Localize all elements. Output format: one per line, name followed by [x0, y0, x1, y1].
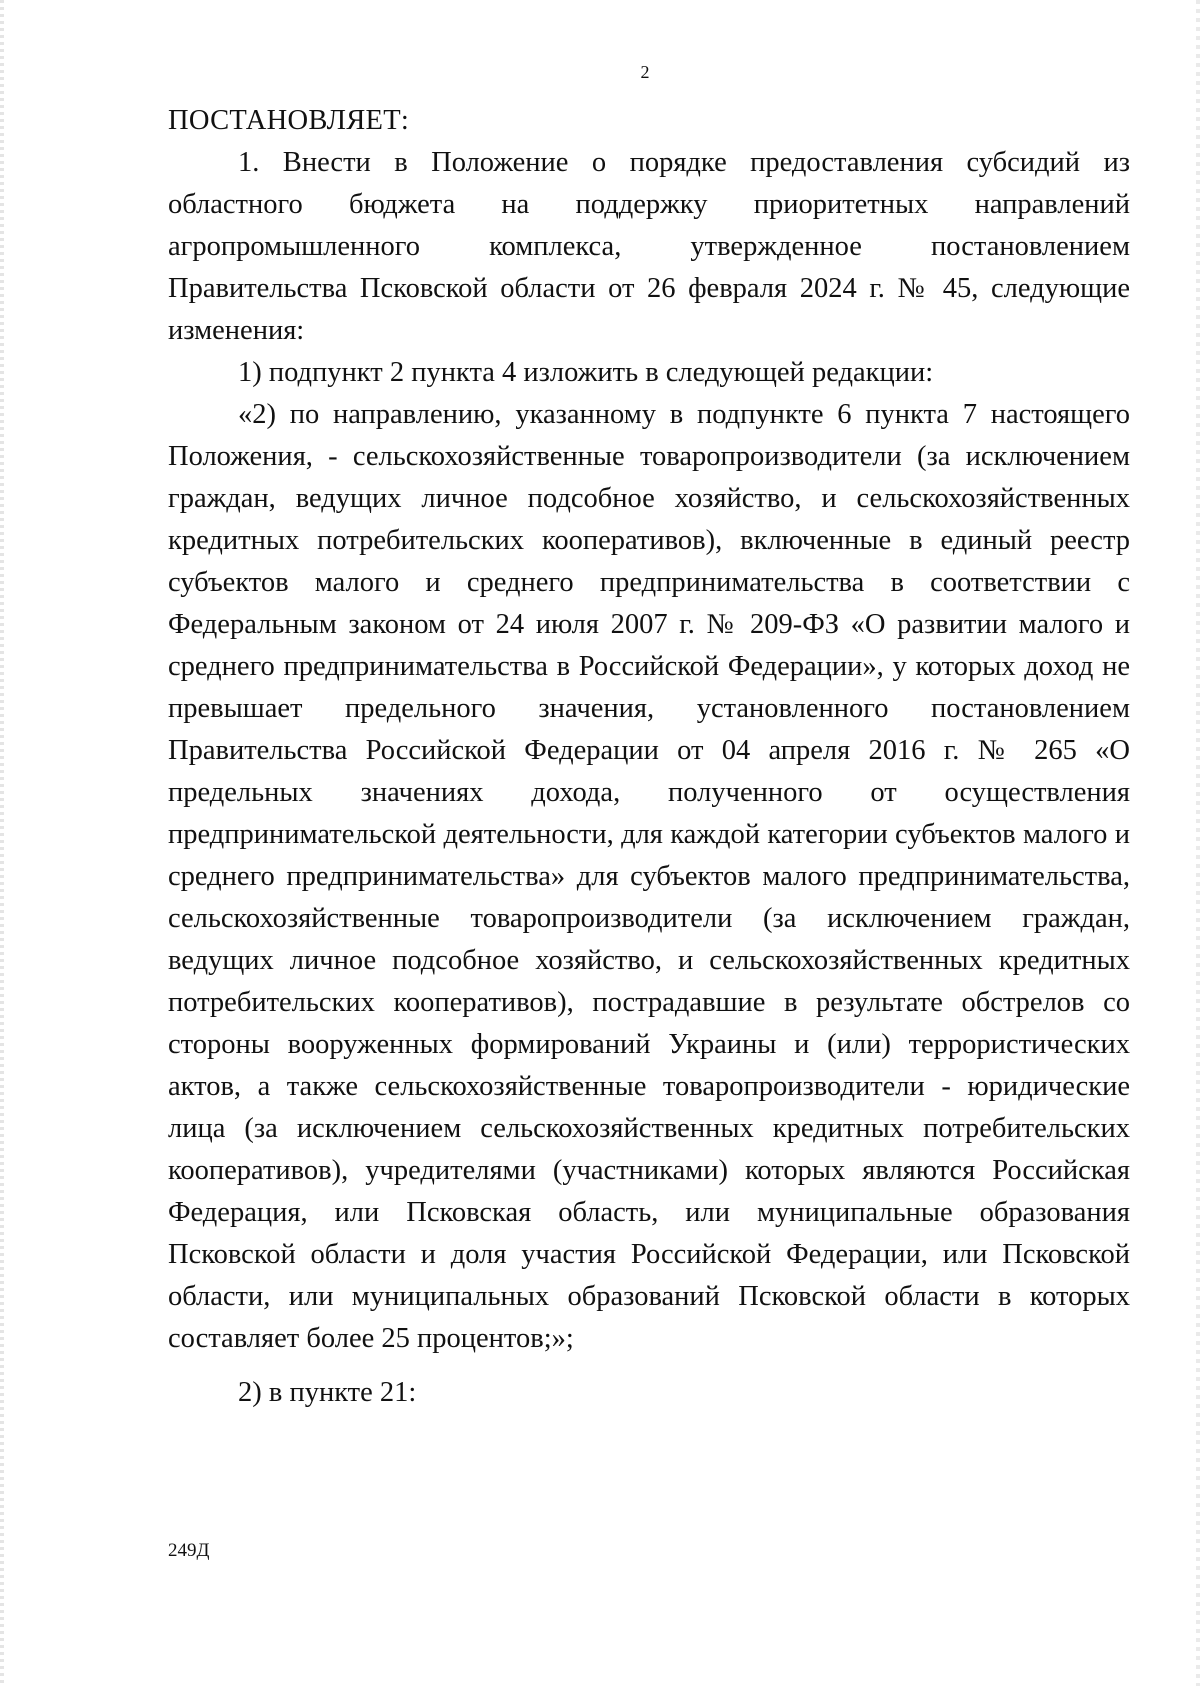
page-number: 2	[640, 62, 650, 82]
paragraph-subitem-2: 2) в пункте 21:	[238, 1377, 417, 1408]
scan-edge-right	[1196, 0, 1200, 1686]
paragraph-subitem-1: 1) подпункт 2 пункта 4 изложить в следующей редакции:	[238, 357, 934, 388]
resolution-heading: ПОСТАНОВЛЯЕТ:	[168, 105, 410, 136]
document-body	[168, 100, 1130, 1414]
paragraph-new-wording: «2) по направлению, указанному в подпункте 6 пункта 7 настоящего Положения, - сельскохозяйственные товаропроизводители (за исключением граждан, ведущих личное подсобное хозяйство, и сельскохозяйственных кредитных потребительских кооперативов), включенные в единый реестр субъектов малого и среднего предпринимательства в соответствии с Федеральным законом от 24 июля 2007 г. № 209-ФЗ «О развитии малого и среднего предпринимательства в Российской Федерации», у которых доход не превышает предельного значения, установленного постановлением Правительства Российской Федерации от 04 апреля 2016 г. № 265 «О предельных значениях дохода, полученного от осуществления предпринимательской деятельности, для каждой категории субъектов малого и среднего предпринимательства» для субъектов малого предпринимательства, сельскохозяйственные товаропроизводители (за исключением граждан, ведущих личное подсобное хозяйство, и сельскохозяйственных кредитных потребительских кооперативов), пострадавшие в результате обстрелов со стороны вооруженных формирований Украины и (или) террористических актов, а также сельскохозяйственные товаропроизводители - юридические лица (за исключением сельскохозяйственных кредитных потребительских кооперативов), учредителями (участниками) которых являются Российская Федерация, или Псковская область, или муниципальные образования Псковской области и доля участия Российской Федерации, или Псковской области, или муниципальных образований Псковской области в которых составляет более 25 процентов;»;	[168, 399, 1130, 1354]
document-code: 249Д	[168, 1540, 210, 1561]
scan-edge-left	[0, 0, 4, 1686]
paragraph-item-1: 1. Внести в Положение о порядке предоставления субсидий из областного бюджета на поддержку приоритетных направлений агропромышленного комплекса, утвержденное постановлением Правительства Псковской области от 26 февраля 2024 г. № 45, следующие изменения:	[168, 147, 1130, 346]
